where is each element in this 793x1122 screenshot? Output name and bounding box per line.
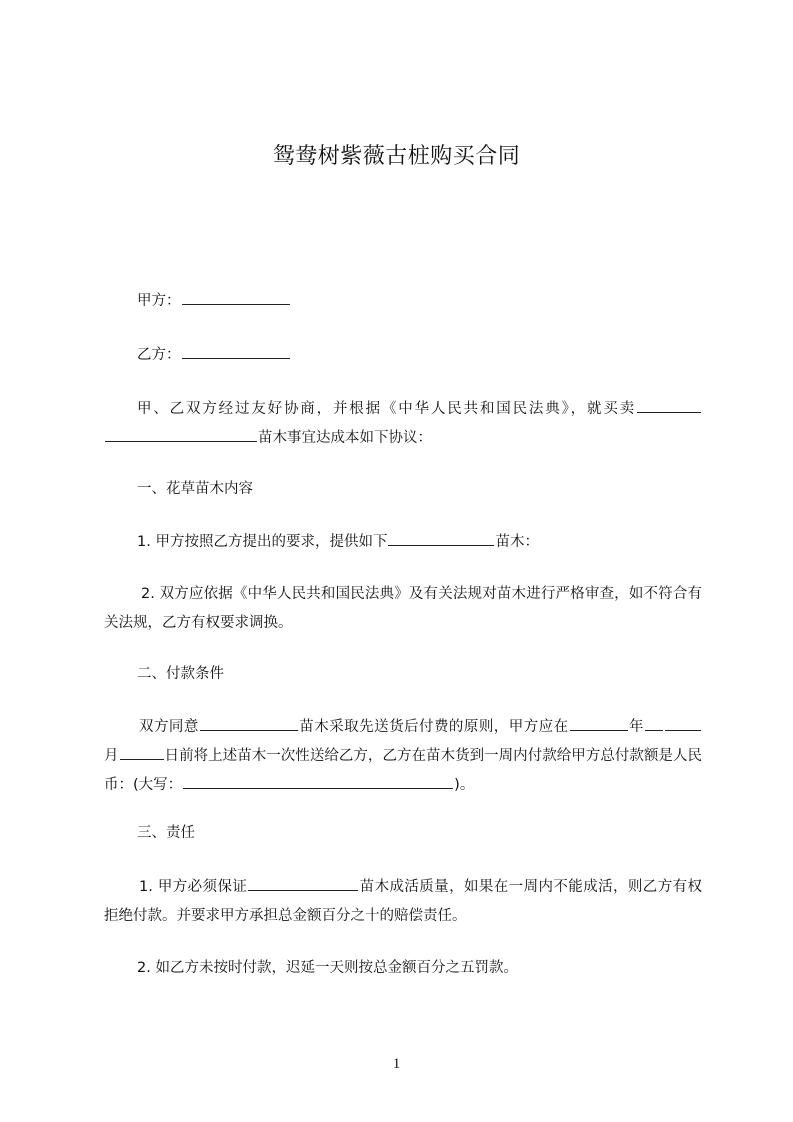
intro-blank-2: [105, 426, 257, 442]
section2-blank-amount: [183, 773, 453, 789]
section1-item1-text-b: 苗木：: [495, 534, 539, 550]
section3-item1-blank: [248, 875, 358, 891]
intro-blank-1: [637, 397, 701, 413]
section1-item1-blank: [388, 530, 494, 546]
section1-item1-text-a: 1. 甲方按照乙方提出的要求，提供如下: [137, 534, 388, 550]
section2-heading: 二、付款条件: [137, 666, 224, 682]
intro-text-1: 甲、乙双方经过友好协商，并根据《中华人民共和国民法典》，就买卖: [137, 401, 636, 417]
intro-text-2: 苗木事宜达成本如下协议：: [258, 430, 432, 446]
section2-blank-1: [200, 715, 298, 731]
document-title: 鸳鸯树紫薇古桩购买合同: [272, 144, 521, 169]
party-a-label: 甲方：: [137, 293, 181, 309]
section2-text-c: 年: [628, 719, 645, 735]
section2-paragraph: [104, 713, 702, 800]
section3-item1: [104, 873, 702, 931]
section2-text-a: 双方同意: [139, 719, 199, 735]
section3-item1-text-b: 苗木成活质量，如果在一周内不能成活，则乙方有权拒绝付款。并要求甲方承担总金额百分之十的赔偿责任。: [104, 879, 702, 924]
party-a-line: [137, 289, 737, 312]
section2-blank-year: [570, 715, 628, 731]
party-b-label: 乙方：: [137, 347, 181, 363]
section2-text-e: 日前将上述苗木一次性送给乙方，乙方在苗木货到一周内付款给甲方总付款额是人民币：(大写：: [104, 748, 703, 793]
section2-text-d: 月: [104, 748, 119, 764]
section1-item2: 2. 双方应依据《中华人民共和国民法典》及有关法规对苗木进行严格审查，如不符合有关法规，乙方有权要求调换。: [104, 586, 702, 631]
section2-text-f: )。: [454, 777, 475, 793]
section2-text-b: 苗木采取先送货后付费的原则，甲方应在: [298, 719, 569, 735]
section2-blank-year-tail: [645, 715, 663, 731]
section2-blank-day: [120, 744, 164, 760]
section3-item1-text-a: 1. 甲方必须保证: [139, 879, 248, 895]
party-b-line: [137, 343, 737, 366]
page-number: 1: [392, 1056, 401, 1072]
section3-item2: 2. 如乙方未按时付款，迟延一天则按总金额百分之五罚款。: [137, 960, 518, 976]
party-b-blank: [182, 343, 290, 359]
section1-item1: [137, 530, 737, 553]
section3-heading: 三、责任: [137, 825, 195, 841]
intro-paragraph: [104, 395, 702, 453]
section1-heading: 一、花草苗木内容: [137, 481, 253, 497]
party-a-blank: [182, 289, 290, 305]
section2-blank-month: [665, 715, 701, 731]
